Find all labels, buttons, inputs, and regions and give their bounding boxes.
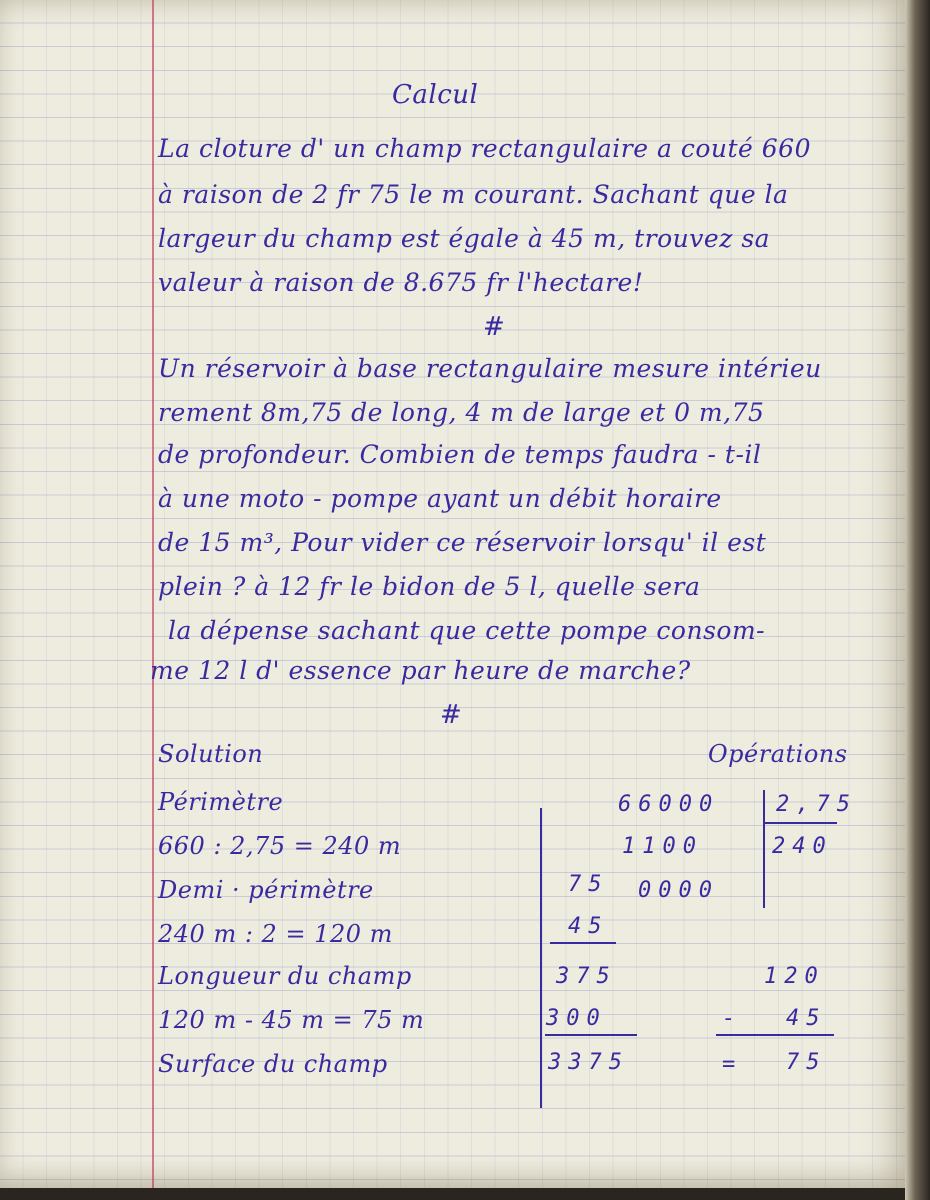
notebook-binding-edge xyxy=(905,0,930,1200)
multiplication-line-1 xyxy=(550,942,616,944)
separator-mark-1: # xyxy=(483,312,506,342)
division-remainder-2: 0000 xyxy=(638,878,719,903)
problem2-line-6: plein ? à 12 fr le bidon de 5 l, quelle sera xyxy=(158,572,701,601)
multiplication-multiplicand: 75 xyxy=(568,872,609,897)
problem1-line-4: valeur à raison de 8.675 fr l'hectare! xyxy=(158,268,644,297)
division-quotient: 240 xyxy=(772,834,833,859)
division-dividend: 66000 xyxy=(618,792,720,817)
division-vertical-bar xyxy=(763,790,765,908)
problem2-line-5: de 15 m³, Pour vider ce réservoir lorsqu' il est xyxy=(158,528,767,557)
solution-heading: Solution xyxy=(158,740,264,768)
margin-line xyxy=(152,0,154,1188)
solution-line-demi-perimetre-calc: 240 m : 2 = 120 m xyxy=(158,920,393,948)
problem1-line-2: à raison de 2 fr 75 le m courant. Sachant que la xyxy=(158,180,789,209)
solution-line-demi-perimetre: Demi · périmètre xyxy=(158,876,374,904)
division-divisor: 2,75 xyxy=(776,792,857,817)
solution-line-perimetre-calc: 660 : 2,75 = 240 m xyxy=(158,832,402,860)
problem2-line-1: Un réservoir à base rectangulaire mesure intérieu xyxy=(158,354,822,383)
subtraction-result: 75 xyxy=(786,1050,827,1075)
subtraction-subtrahend: 45 xyxy=(786,1006,827,1031)
problem1-line-3: largeur du champ est égale à 45 m, trouvez sa xyxy=(158,224,771,253)
solution-line-surface: Surface du champ xyxy=(158,1050,388,1078)
problem2-line-8: me 12 l d' essence par heure de marche? xyxy=(150,656,691,685)
multiplication-partial-2: 300 xyxy=(546,1006,607,1031)
multiplication-partial-1: 375 xyxy=(556,964,617,989)
solution-line-longueur-calc: 120 m - 45 m = 75 m xyxy=(158,1006,425,1034)
problem2-line-7: la dépense sachant que cette pompe consom- xyxy=(168,616,766,645)
subtraction-line xyxy=(716,1034,834,1036)
problem2-line-3: de profondeur. Combien de temps faudra - t-il xyxy=(158,440,762,469)
multiplication-product: 3375 xyxy=(548,1050,629,1075)
solution-line-longueur: Longueur du champ xyxy=(158,962,412,990)
operations-heading: Opérations xyxy=(708,740,848,768)
page-title: Calcul xyxy=(392,80,479,110)
subtraction-minuend: 120 xyxy=(764,964,825,989)
division-remainder-1: 1100 xyxy=(622,834,703,859)
problem1-line-1: La cloture d' un champ rectangulaire a couté 660 xyxy=(158,134,811,163)
solution-line-perimetre: Périmètre xyxy=(158,788,284,816)
multiplication-multiplier: 45 xyxy=(568,914,609,939)
separator-mark-2: # xyxy=(440,700,463,730)
problem2-line-2: rement 8m,75 de long, 4 m de large et 0 m,75 xyxy=(158,398,765,427)
subtraction-operator: - xyxy=(722,1006,743,1031)
problem2-line-4: à une moto - pompe ayant un débit horaire xyxy=(158,484,722,513)
multiplication-line-2 xyxy=(545,1034,637,1036)
subtraction-equals: = xyxy=(722,1052,743,1077)
division-horizontal-bar xyxy=(763,822,837,824)
operations-divider xyxy=(540,808,542,1108)
